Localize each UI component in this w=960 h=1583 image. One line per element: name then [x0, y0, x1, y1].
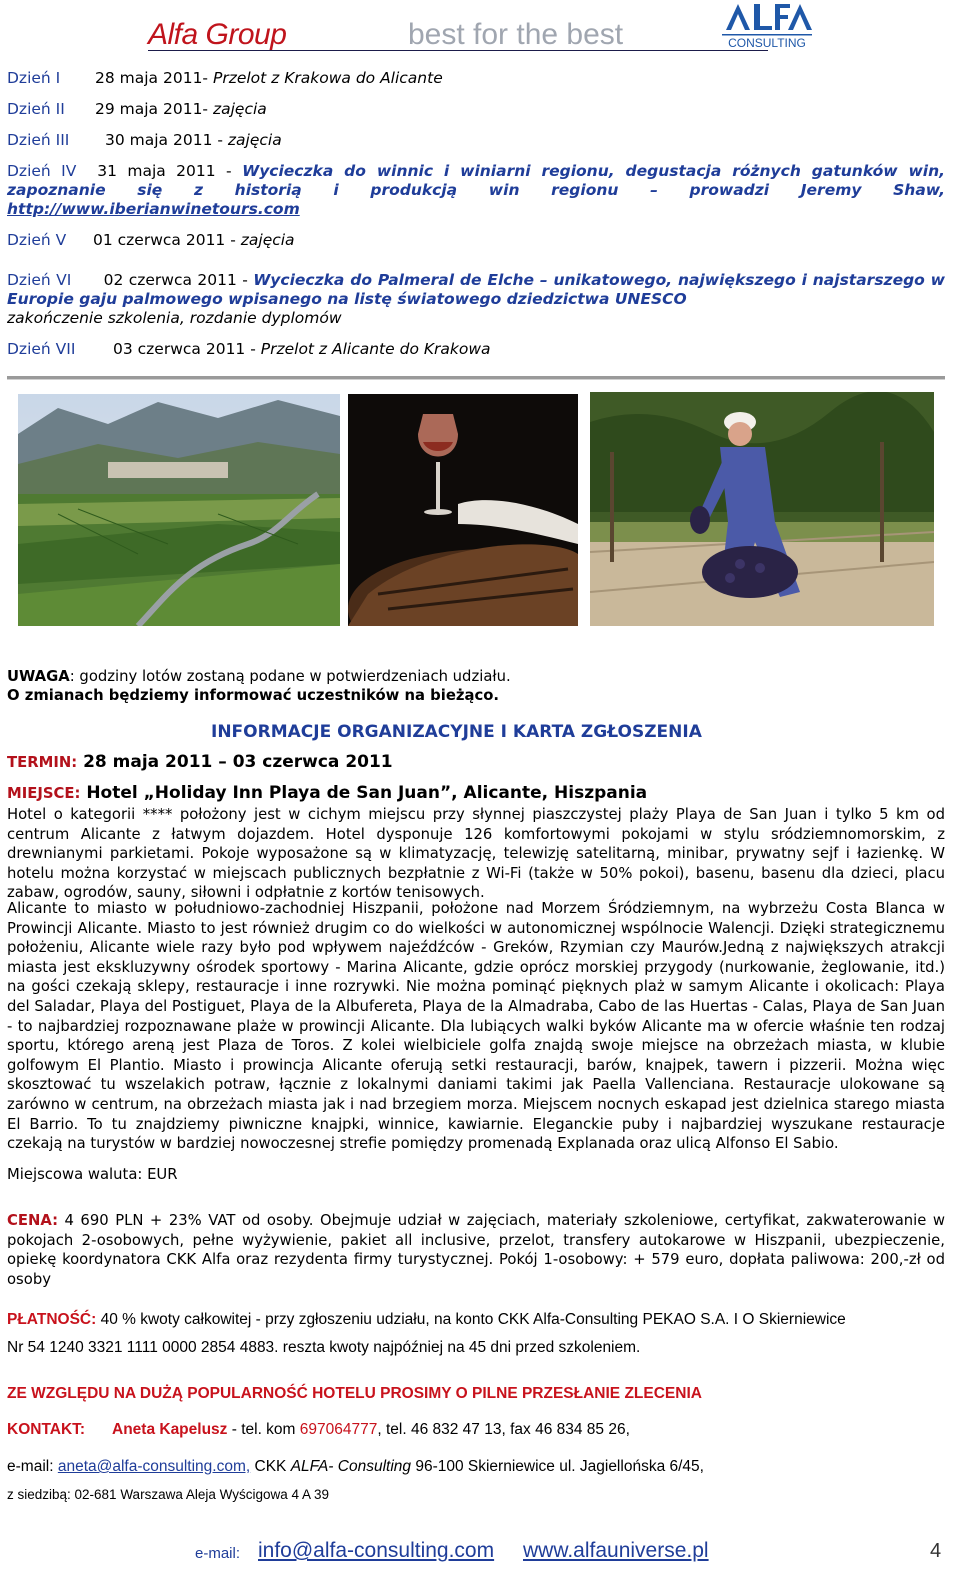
contact-email-line: e-mail: aneta@alfa-consulting.com, CKK ALFA- Consulting 96-100 Skierniewice ul. Jagiellońska 6/45,	[7, 1458, 704, 1475]
day-7: Dzień VII 03 czerwca 2011 - Przelot z Alicante do Krakowa	[7, 340, 491, 358]
mobile-phone: 697064777	[299, 1421, 378, 1438]
contact-email-link[interactable]: aneta@alfa-consulting.com,	[57, 1458, 251, 1475]
page-number: 4	[930, 1540, 942, 1562]
popular-notice: ZE WZGLĘDU NA DUŻĄ POPULARNOŚĆ HOTELU PROSIMY O PILNE PRZESŁANIE ZLECENIA	[7, 1385, 702, 1402]
day-3: Dzień III 30 maja 2011 - zajęcia	[7, 131, 282, 149]
contact: KONTAKT: Aneta Kapelusz - tel. kom 697064777, tel. 46 832 47 13, fax 46 834 85 26,	[7, 1421, 630, 1438]
currency: Miejscowa waluta: EUR	[7, 1166, 178, 1183]
section-divider	[7, 376, 945, 379]
notice-line2: O zmianach będziemy informować uczestników na bieżąco.	[7, 687, 500, 704]
day-2: Dzień II 29 maja 2011- zajęcia	[7, 100, 267, 118]
wine-glass-barrel-photo	[348, 394, 578, 626]
headquarters: z siedzibą: 02-681 Warszawa Aleja Wyścigowa 4 A 39	[7, 1487, 330, 1502]
city-description: Alicante to miasto w południowo-zachodniej Hiszpanii, położone nad Morzem Śródziemnym, na wybrzeżu Costa Blanca w Prowincji Alicante. Miasto to jest również drugim co do wielkości w autonomicznej wspólnocie Walencji. Dzięki strategicznemu położeniu, Alicante wiele razy było pod wpływem najeźdźców - Greków, Rzymian czy Maurów.Jedną z największych atrakcji miasta jest ekskluzywny ośrodek sportowy - Marina Alicante, gdzie oprócz morskiej przygody (nurkowanie, żeglowanie, itd.) na gości czekają sklepy, restauracje i inne rozrywki. Nie można pominąć pięknych plaż w samym Alicante i okolicach: Playa del Saladar, Playa del Postiguet, Playa de la Albufereta, Playa de la Almadraba, Cabo de las Huertas - Calas, Playa de San Juan - to najbardziej rozpoznawane plaże w prowincji Alicante. Dla lubiących walki byków Alicante ma w ofercie właśnie ten rodzaj sportu, którego areną jest Plaza de Toros. Z kolei wielbiciele golfa znajdą swoje miejsce na obrzeżach miasta, w klubie golfowym El Plantio. Miasto i prowincja Alicante oferują setki restauracji, barów, knajpek, tawern i pizzerii. Można więc skosztować tu wszelakich potraw, łącznie z lokalnymi daniami takimi jak Paella Vallenciana. Restauracje ulokowane są zarówno w centrum, na obrzeżach miasta jak i nad brzegiem morza. Miejscem nocnych eskapad jest dzielnica starego miasta El Barrio. To tu znajdziemy piwniczne knajpki, winnice, kawiarnie. Eleganckie puby i najbardziej wyszukane restauracje czekają na turystów w bardziej nowoczesnej strefie pomiędzy promenadą Explanada oraz ulicą Alfonso El Sabio.	[7, 900, 945, 1153]
hotel-description: Hotel o kategorii **** położony jest w cichym miejscu przy słynnej piaszczystej plaży Playa de San Juan i tylko 5 km od centrum Alicante z łatwym dojazdem. Hotel dysponuje 126 komfortowymi pokojami w stylu sródziemnomorskim, z drewnianymi parkietami. Pokoje wyposażone są w klimatyzację, telewizję satelitarną, minibar, prywatny sejf i łazienkę. W hotelu można korzystać w miejscach publicznych bezpłatnie z Wi-Fi (także w 50% pokoi), basenu, basenu dla dzieci, placu zabaw, ogrodów, sauny, siłowni i odpłatnie z kortów tenisowych.	[7, 806, 945, 902]
day-4: Dzień IV 31 maja 2011 - Wycieczka do winnic i winiarni regionu, degustacja różnych gatunków win, zapoznanie się z historią i produkcją win regionu – prowadzi Jeremy Shaw, http://www.iberianwinetours.com	[7, 162, 945, 218]
vineyard-landscape-photo	[18, 394, 340, 626]
day-6: Dzień VI 02 czerwca 2011 - Wycieczka do Palmeral de Elche – unikatowego, największego i najstarszego w Europie gaju palmowego wpisanego na listę światowego dziedzictwa UNESCO	[7, 271, 945, 308]
day-1: Dzień I 28 maja 2011- Przelot z Krakowa do Alicante	[7, 69, 443, 87]
payment-account: Nr 54 1240 3321 1111 0000 2854 4883. reszta kwoty najpóźniej na 45 dni przed szkoleniem.	[7, 1339, 641, 1356]
termin: TERMIN: 28 maja 2011 – 03 czerwca 2011	[7, 752, 393, 772]
footer-email-label: e-mail:	[195, 1545, 241, 1562]
miejsce: MIEJSCE: Hotel „Holiday Inn Playa de San Juan”, Alicante, Hiszpania	[7, 783, 648, 803]
iberianwinetours-link[interactable]: http://www.iberianwinetours.com	[7, 200, 300, 218]
notice: UWAGA: godziny lotów zostaną podane w potwierdzeniach udziału.	[7, 668, 511, 685]
payment: PŁATNOŚĆ: 40 % kwoty całkowitej - przy zgłoszeniu udziału, na konto CKK Alfa-Consulting PEKAO S.A. I O Skierniewice	[7, 1311, 846, 1328]
day-5: Dzień V 01 czerwca 2011 - zajęcia	[7, 231, 295, 249]
brand-name: Alfa Group	[148, 18, 287, 51]
grape-harvest-photo	[590, 392, 934, 626]
svg-text:CONSULTING: CONSULTING	[728, 36, 806, 50]
day-6-note: zakończenie szkolenia, rozdanie dyplomów	[7, 309, 342, 327]
footer-website-link[interactable]: www.alfauniverse.pl	[523, 1539, 709, 1562]
footer-email-link[interactable]: info@alfa-consulting.com	[258, 1539, 495, 1562]
price: CENA: 4 690 PLN + 23% VAT od osoby. Obejmuje udział w zajęciach, materiały szkoleniowe, certyfikat, zakwaterowanie w pokojach 2-osobowych, pełne wyżywienie, pakiet all inclusive, przelot, transfery autokarowe w Hiszpanii, ubezpieczenie, opiekę koordynatora CKK Alfa oraz rezydenta firmy turystycznej. Pokój 1-osobowy: + 579 euro, dopłata paliwowa: 200,-zł od osoby	[7, 1212, 945, 1288]
header-rule	[148, 50, 768, 51]
section-title: INFORMACJE ORGANIZACYJNE I KARTA ZGŁOSZENIA	[211, 722, 702, 742]
tagline: best for the best	[408, 18, 624, 51]
alfa-consulting-logo	[718, 0, 812, 52]
